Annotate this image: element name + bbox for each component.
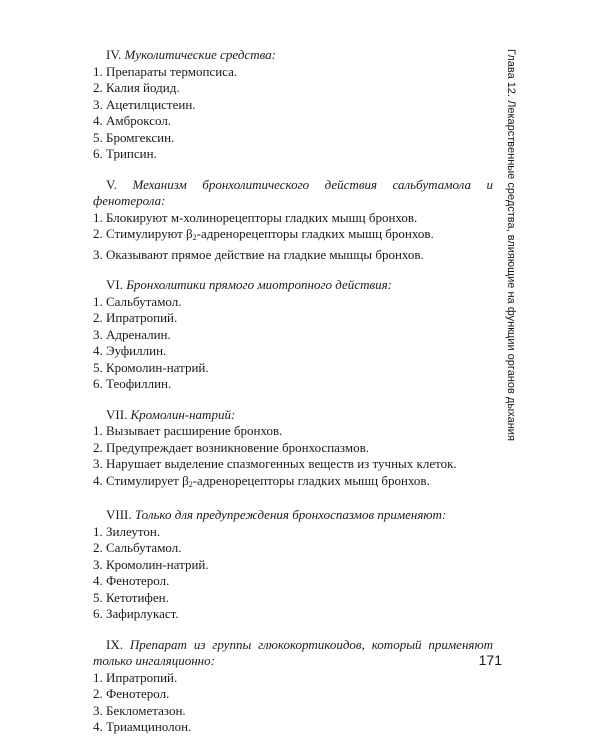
question-section bbox=[93, 407, 493, 494]
answer-option: 3. Нарушает выделение спазмогенных веществ из тучных клеток. bbox=[93, 456, 457, 471]
answer-option: 1. Сальбутамол. bbox=[93, 293, 182, 309]
question-title bbox=[93, 47, 493, 64]
answer-option: 3. Ацетилцистеин. bbox=[93, 96, 196, 112]
answer-option: 6. Трипсин. bbox=[93, 146, 157, 161]
question-section bbox=[93, 507, 493, 623]
subscript: 2 bbox=[192, 233, 197, 242]
answer-list bbox=[93, 524, 493, 623]
question-title bbox=[93, 277, 493, 294]
answer-option: 1. Ипратропий. bbox=[93, 669, 178, 685]
answer-option: 3. Кромолин-натрий. bbox=[93, 556, 209, 572]
page-number: 171 bbox=[478, 652, 502, 668]
question-number: V. bbox=[106, 176, 117, 192]
answer-list bbox=[93, 670, 493, 736]
question-title bbox=[93, 507, 493, 524]
answer-option: 2. Стимулируют $\beta_2$-адренорецепторы гладких мышц бронхов. bbox=[93, 226, 434, 242]
answer-option: 4. Эуфиллин. bbox=[93, 343, 167, 358]
question-section bbox=[93, 637, 493, 736]
answer-option: 3. Беклометазон. bbox=[93, 702, 186, 718]
answer-option: 2. Ипратропий. bbox=[93, 310, 178, 325]
question-text: Муколитические средства: bbox=[124, 47, 276, 62]
answer-option: 5. Бромгексин. bbox=[93, 129, 175, 145]
question-text: Только для предупреждения бронхоспазмов применяют: bbox=[134, 507, 447, 522]
question-section bbox=[93, 177, 493, 264]
answer-list bbox=[93, 64, 493, 163]
answer-option: 1. Зилеутон. bbox=[93, 523, 161, 539]
answer-option: 5. Кромолин-натрий. bbox=[93, 359, 209, 375]
answer-option: 4. Фенотерол. bbox=[93, 573, 170, 588]
answer-option: 2. Предупреждает возникновение бронхоспазмов. bbox=[93, 439, 369, 455]
answer-option: 5. Кетотифен. bbox=[93, 589, 169, 605]
subscript: 2 bbox=[188, 479, 193, 489]
answer-list bbox=[93, 294, 493, 393]
question-title bbox=[93, 407, 493, 424]
answer-option: 4. Амброксол. bbox=[93, 113, 172, 128]
question-text: Механизм бронхолитического действия сальбутамола и фенотерола: bbox=[93, 176, 493, 208]
answer-list bbox=[93, 423, 493, 493]
question-number: IX. bbox=[106, 636, 123, 652]
answer-option: 2. Фенотерол. bbox=[93, 686, 170, 701]
answer-option: 1. Препараты термопсиса. bbox=[93, 63, 238, 79]
question-section bbox=[93, 47, 493, 163]
answer-option: 3. Адреналин. bbox=[93, 326, 171, 342]
answer-option: 4. Триамцинолон. bbox=[93, 719, 192, 734]
question-number: VI. bbox=[106, 277, 123, 292]
answer-option: 6. Зафирлукаст. bbox=[93, 606, 179, 621]
chapter-title: Глава 12. Лекарственные средства, влияющие на функции органов дыхания bbox=[505, 49, 517, 441]
answer-list bbox=[93, 210, 493, 264]
answer-option: 1. Блокируют м-холинорецепторы гладких мышц бронхов. bbox=[93, 209, 418, 225]
question-title bbox=[93, 177, 493, 210]
answer-option: 2. Сальбутамол. bbox=[93, 540, 182, 555]
question-title bbox=[93, 637, 493, 670]
question-number: VIII. bbox=[106, 507, 132, 522]
answer-option: 6. Теофиллин. bbox=[93, 376, 172, 391]
answer-option: 2. Калия йодид. bbox=[93, 80, 180, 95]
answer-option: 4. Стимулирует $\beta_2$-адренорецепторы гладких мышц бронхов. bbox=[93, 472, 430, 489]
question-list bbox=[93, 47, 493, 750]
answer-option: 1. Вызывает расширение бронхов. bbox=[93, 423, 283, 438]
question-number: IV. bbox=[106, 47, 122, 62]
question-section bbox=[93, 277, 493, 393]
running-header bbox=[501, 49, 519, 449]
question-text: Кромолин-натрий: bbox=[130, 406, 236, 422]
question-text: Бронхолитики прямого миотропного действия: bbox=[126, 277, 392, 292]
answer-option: 3. Оказывают прямое действие на гладкие мышцы бронхов. bbox=[93, 246, 424, 262]
question-text: Препарат из группы глюкокортикоидов, который применяют только ингаляционно: bbox=[93, 636, 494, 668]
question-number: VII. bbox=[106, 406, 128, 422]
